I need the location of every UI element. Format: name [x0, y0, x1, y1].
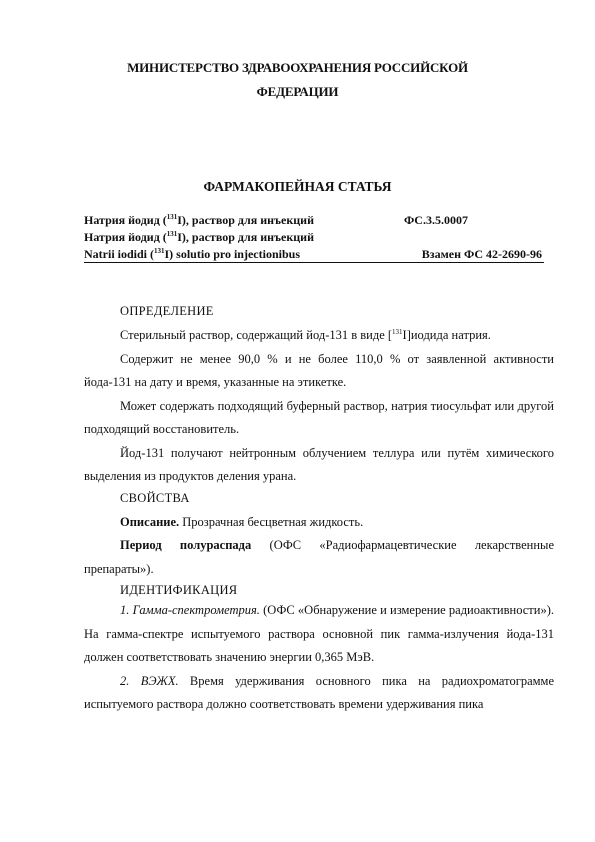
title-russian-1: Натрия йодид ($^{131}$I), раствор для инъекций	[84, 213, 314, 227]
identification-paragraph-1: 1. Гамма-спектрометрия. (ОФС «Обнаружение и измерение радиоактивности»). На гамма-спектре испытуемого раствора основной пик гамма-излучения йода-131 должен соответствовать значению энергии 0,365 МэВ.	[84, 603, 554, 664]
ministry-line-2: ФЕДЕРАЦИИ	[256, 84, 339, 99]
definition-paragraph-4: Йод-131 получают нейтронным облучением теллура или путём химического выделения из продуктов деления урана.	[84, 445, 554, 483]
article-body	[84, 302, 554, 717]
description-paragraph: Описание. Прозрачная бесцветная жидкость.	[120, 514, 364, 529]
definition-paragraph-3: Может содержать подходящий буферный раствор, натрия тиосульфат или другой подходящий восстановитель.	[84, 398, 554, 436]
halflife-label: Период полураспада	[120, 538, 252, 552]
document-code: ФС.3.5.0007	[404, 213, 468, 227]
halflife-paragraph: Период полураспада (ОФС «Радиофармацевтические лекарственные препараты»).	[84, 538, 554, 576]
ministry-line-1: МИНИСТЕРСТВО ЗДРАВООХРАНЕНИЯ РОССИЙСКОЙ	[127, 60, 468, 75]
article-title: ФАРМАКОПЕЙНАЯ СТАТЬЯ	[203, 179, 392, 194]
title-row-russian-1	[84, 212, 544, 229]
replaces-note: Взамен ФС 42-2690-96	[421, 247, 542, 261]
ministry-header	[70, 56, 525, 104]
properties-heading: СВОЙСТВА	[120, 490, 190, 505]
definition-paragraph-2: Содержит не менее 90,0 % и не более 110,0 % от заявленной активности йода-131 на дату и время, указанные на этикетке.	[84, 351, 554, 389]
identification-heading: ИДЕНТИФИКАЦИЯ	[120, 583, 238, 597]
identification-1-label: 1. Гамма-спектрометрия.	[120, 603, 260, 617]
description-label: Описание.	[120, 514, 180, 529]
title-row-latin	[84, 246, 544, 263]
definition-paragraph-1: Стерильный раствор, содержащий йод-131 в виде [$^{131}$I]иодида натрия.	[120, 328, 491, 342]
title-latin: Natrii iodidi ($^{131}$I) solutio pro injectionibus	[84, 247, 300, 261]
title-russian-2: Натрия йодид ($^{131}$I), раствор для инъекций	[84, 230, 314, 244]
identification-2-label: 2. ВЭЖХ.	[120, 673, 179, 688]
identification-paragraph-2: 2. ВЭЖХ. Время удерживания основного пика на радиохроматограмме испытуемого раствора должно соответствовать времени удерживания пика	[84, 673, 554, 711]
title-block	[84, 212, 544, 263]
definition-heading: ОПРЕДЕЛЕНИЕ	[120, 304, 214, 318]
title-block-rule	[84, 262, 544, 263]
title-row-russian-2	[84, 229, 544, 246]
